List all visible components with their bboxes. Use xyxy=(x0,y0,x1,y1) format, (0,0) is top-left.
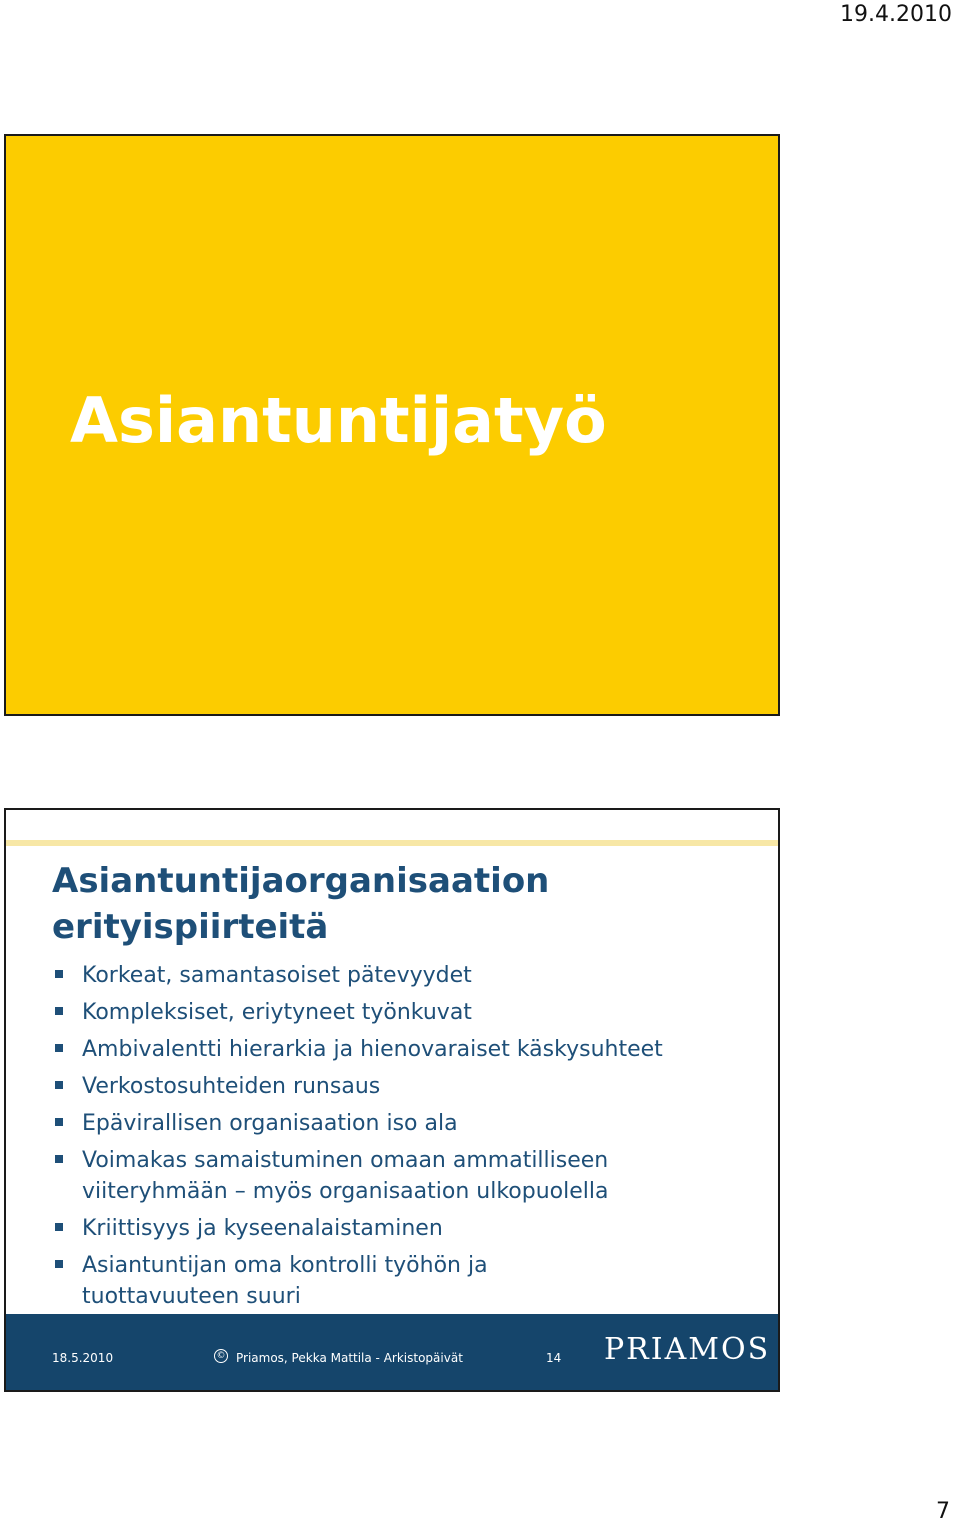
list-item xyxy=(52,997,772,1028)
slide2-title-line1: Asiantuntijaorganisaation xyxy=(52,861,550,901)
square-bullet-icon xyxy=(55,970,63,978)
list-item xyxy=(52,1071,772,1102)
slide-asiantuntijaorganisaatio xyxy=(4,808,780,1392)
square-bullet-icon xyxy=(55,1081,63,1089)
copyright-icon: © xyxy=(214,1349,228,1363)
square-bullet-icon xyxy=(55,1118,63,1126)
list-item xyxy=(52,1145,772,1207)
accent-line xyxy=(6,840,778,846)
slide1-title: Asiantuntijatyö xyxy=(70,384,607,457)
bullet-list xyxy=(52,960,772,1318)
slide-title-asiantuntijatyo xyxy=(4,134,780,716)
footer-date: 18.5.2010 xyxy=(52,1351,114,1365)
square-bullet-icon xyxy=(55,1044,63,1052)
slide2-title xyxy=(52,858,549,950)
page-date: 19.4.2010 xyxy=(840,2,952,27)
list-item-text: Ambivalentti hierarkia ja hienovaraiset käskysuhteet xyxy=(82,1037,663,1062)
list-item-text: Voimakas samaistuminen omaan ammatilliseen xyxy=(82,1148,609,1173)
square-bullet-icon xyxy=(55,1155,63,1163)
list-item-text-continued: viiteryhmään – myös organisaation ulkopuolella xyxy=(82,1179,609,1204)
footer-credit: Priamos, Pekka Mattila - Arkistopäivät xyxy=(236,1351,463,1365)
list-item-text-continued: tuottavuuteen suuri xyxy=(82,1284,301,1309)
list-item-text: Epävirallisen organisaation iso ala xyxy=(82,1111,458,1136)
list-item xyxy=(52,960,772,991)
list-item xyxy=(52,1250,772,1312)
list-item xyxy=(52,1108,772,1139)
square-bullet-icon xyxy=(55,1007,63,1015)
list-item-text: Verkostosuhteiden runsaus xyxy=(82,1074,381,1099)
square-bullet-icon xyxy=(55,1260,63,1268)
slide2-title-line2: erityispiirteitä xyxy=(52,907,329,947)
slide-footer xyxy=(6,1314,778,1390)
list-item xyxy=(52,1034,772,1065)
square-bullet-icon xyxy=(55,1223,63,1231)
priamos-logo: PRIAMOS xyxy=(604,1332,771,1367)
list-item-text: Kriittisyys ja kyseenalaistaminen xyxy=(82,1216,443,1241)
list-item-text: Asiantuntijan oma kontrolli työhön ja xyxy=(82,1253,488,1278)
page-number: 7 xyxy=(936,1499,950,1524)
list-item xyxy=(52,1213,772,1244)
footer-slide-number: 14 xyxy=(546,1351,562,1365)
list-item-text: Korkeat, samantasoiset pätevyydet xyxy=(82,963,472,988)
list-item-text: Kompleksiset, eriytyneet työnkuvat xyxy=(82,1000,472,1025)
